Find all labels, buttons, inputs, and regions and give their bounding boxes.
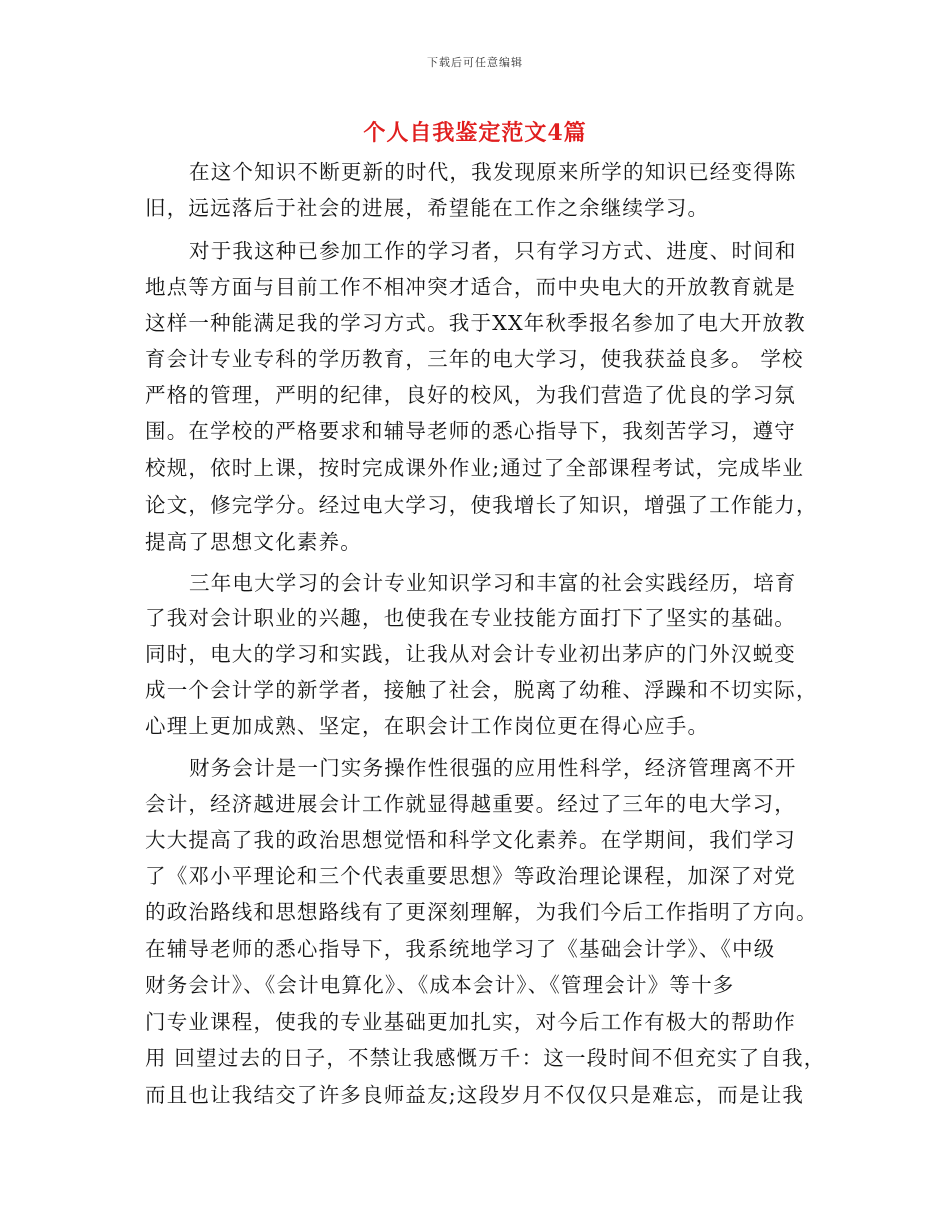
body-line: 地点等方面与目前工作不相冲突才适合，而中央电大的开放教育就是 — [145, 275, 796, 299]
body-line: 门专业课程，使我的专业基础更加扎实，对今后工作有极大的帮助作 — [145, 1010, 796, 1034]
body-line: 严格的管理，严明的纪律，良好的校风，为我们营造了优良的学习氛 — [145, 383, 796, 407]
body-line: 对于我这种已参加工作的学习者，只有学习方式、进度、时间和 — [189, 239, 797, 263]
body-line: 提高了思想文化素养。 — [145, 530, 362, 554]
body-line: 大大提高了我的政治思想觉悟和科学文化素养。在学期间，我们学习 — [145, 828, 796, 852]
body-line: 这样一种能满足我的学习方式。我于XX年秋季报名参加了电大开放教 — [145, 311, 806, 335]
body-line: 同时，电大的学习和实践，让我从对会计专业初出茅庐的门外汉蜕变 — [145, 642, 796, 666]
body-line: 财务会计》、《会计电算化》、《成本会计》、《管理会计》等十多 — [145, 973, 735, 997]
body-line: 财务会计是一门实务操作性很强的应用性科学，经济管理离不开 — [189, 756, 797, 780]
body-line: 在辅导老师的悉心指导下，我系统地学习了《基础会计学》、《中级 — [145, 937, 776, 961]
body-line: 的政治路线和思想路线有了更深刻理解，为我们今后工作指明了方向。 — [145, 900, 818, 924]
body-line: 论文，修完学分。经过电大学习，使我增长了知识，增强了工作能力， — [145, 493, 818, 517]
body-line: 成一个会计学的新学者，接触了社会，脱离了幼稚、浮躁和不切实际， — [145, 678, 818, 702]
body-line: 用 回望过去的日子，不禁让我感慨万千：这一段时间不但充实了自我， — [145, 1046, 826, 1070]
header-note: 下载后可任意编辑 — [427, 56, 523, 69]
body-line: 校规，依时上课，按时完成课外作业;通过了全部课程考试，完成毕业 — [145, 456, 805, 480]
body-line: 了我对会计职业的兴趣，也使我在专业技能方面打下了坚实的基础。 — [145, 606, 796, 630]
document-title: 个人自我鉴定范文4篇 — [363, 120, 587, 146]
body-line: 三年电大学习的会计专业知识学习和丰富的社会实践经历，培育 — [189, 571, 797, 595]
body-line: 而且也让我结交了许多良师益友;这段岁月不仅仅只是难忘，而是让我 — [145, 1083, 805, 1107]
body-line: 心理上更加成熟、坚定，在职会计工作岗位更在得心应手。 — [145, 714, 710, 738]
body-line: 在这个知识不断更新的时代，我发现原来所学的知识已经变得陈 — [189, 160, 797, 184]
body-line: 围。在学校的严格要求和辅导老师的悉心指导下，我刻苦学习，遵守 — [145, 419, 796, 443]
body-line: 会计，经济越进展会计工作就显得越重要。经过了三年的电大学习， — [145, 792, 796, 816]
body-line: 育会计专业专科的学历教育，三年的电大学习，使我获益良多。 学校 — [145, 347, 804, 371]
body-line: 了《邓小平理论和三个代表重要思想》等政治理论课程，加深了对党 — [145, 864, 796, 888]
body-line: 旧，远远落后于社会的进展，希望能在工作之余继续学习。 — [145, 196, 710, 220]
